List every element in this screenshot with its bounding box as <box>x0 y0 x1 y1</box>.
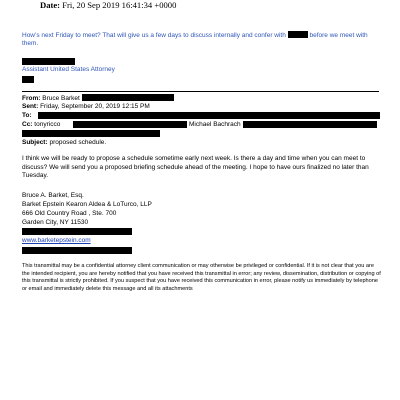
sender-street: 666 Old Country Road , Ste. 700 <box>22 210 117 217</box>
from-value: Bruce Barket <box>42 95 80 102</box>
sent-row <box>22 103 150 112</box>
website-link[interactable]: www.barketepstein.com <box>22 237 91 244</box>
from-label: From: <box>22 95 41 102</box>
subject-label: Subject: <box>22 139 48 146</box>
cc-value-2: Michael Bachrach <box>189 121 241 128</box>
redacted-from-email <box>82 94 174 101</box>
redacted-cc-1 <box>73 121 187 128</box>
reply-text-after: before we meet with <box>309 32 368 39</box>
cc-label: Cc: <box>22 121 33 128</box>
reply-line-1 <box>22 31 368 41</box>
message-divider <box>22 91 379 92</box>
reply-text-line2: them. <box>22 40 39 47</box>
sender-city: Garden City, NY 11530 <box>22 219 89 226</box>
redaction-block <box>288 32 308 39</box>
to-label: To: <box>22 112 32 119</box>
redacted-cc-2 <box>243 121 377 128</box>
reply-line-2 <box>22 40 38 49</box>
date-value: Fri, 20 Sep 2019 16:41:34 +0000 <box>62 0 177 10</box>
sender-name: Bruce A. Barket, Esq. <box>22 192 84 199</box>
reply-text-before: How’s next Friday to meet? That will give us a few days to discuss internally and confer with <box>22 32 286 39</box>
sent-label: Sent: <box>22 103 39 110</box>
redacted-sender-name <box>22 58 75 65</box>
to-row <box>22 112 32 121</box>
subject-row <box>22 139 106 148</box>
sender-firm: Barket Epstein Kearon Aldea & LoTurco, LLP <box>22 201 152 208</box>
cc-row <box>22 121 60 130</box>
redacted-to-recipients <box>38 112 380 119</box>
date-label: Date: <box>40 0 61 10</box>
signature-title: Assistant United States Attorney <box>22 66 115 73</box>
subject-value: proposed schedule. <box>49 139 107 146</box>
redacted-contact-info <box>22 76 34 83</box>
cc-value-1: tonyricco <box>34 121 61 128</box>
redacted-email <box>22 247 132 254</box>
redacted-cc-3 <box>22 130 160 137</box>
sent-value: Friday, September 20, 2019 12:15 PM <box>40 103 150 110</box>
email-date-header <box>40 0 176 10</box>
redacted-phone <box>22 228 132 235</box>
confidentiality-disclaimer: This transmittal may be a confidential attorney client communication or may otherwise be privileged or confidential. If it is not clear that you are the intended recipient, you are hereby notified that you have received this transmittal in error; any review, dissemination, distribution or copying of this transmittal is strictly prohibited. If you suspect that you have received this communication in error, please notify us immediately by telephone or email and immediately delete this message and all its attachments <box>22 263 381 292</box>
message-body: I think we will be ready to propose a schedule sometime early next week. Is there a day and time when you can meet to discuss? We will send you a proposed briefing schedule ahead of the meeting. I hope to have ours finalized no later than Tuesday. <box>22 155 369 180</box>
